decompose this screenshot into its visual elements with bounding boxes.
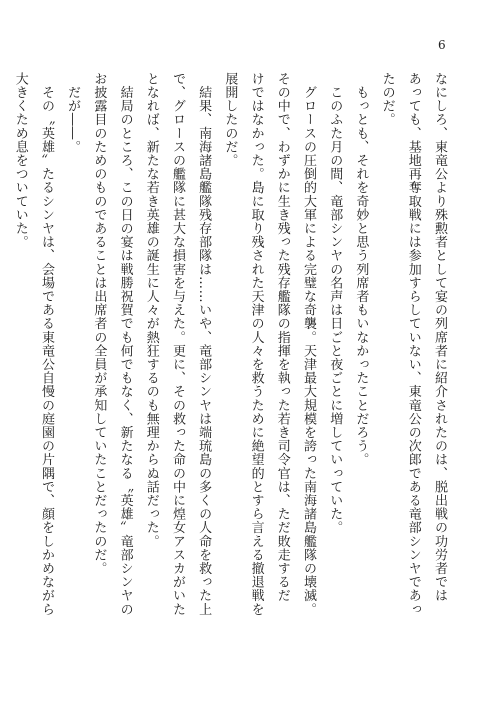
text-column: お披露目のためのものであることは出席者の全員が承知していたことだったのだ。 bbox=[91, 72, 107, 576]
text-column: 展開したのだ。 bbox=[222, 72, 238, 168]
text-column: その〝英雄〟たるシンヤは、会場である東竜公自慢の庭園の片隅で、顔をしかめながら bbox=[38, 72, 54, 616]
text-column: 大きくため息をついていた。 bbox=[12, 72, 28, 249]
text-column: あっても、基地再奪取戦には参加すらしていない、東竜公の次郎である竜部シンヤであっ bbox=[405, 72, 421, 616]
text-column: 結局のところ、この日の宴は戦勝祝賀でも何でもなく、新たなる〝英雄〟竜部シンヤの bbox=[117, 72, 133, 616]
text-column: グロースの圧倒的大軍による完璧な奇襲。天津最大規模を誇った南海諸島艦隊の壊滅。 bbox=[300, 72, 316, 616]
text-column: たのだ。 bbox=[379, 72, 395, 127]
text-column: 結果、南海諸島艦隊残存部隊は……いや、竜部シンヤは端琉島の多くの人命を救った上 bbox=[196, 72, 212, 616]
text-column: もっとも、それを奇妙と思う列席者もいなかったことだろう。 bbox=[353, 72, 369, 467]
text-column: けではなかった。島に取り残された天津の人々を救うために絶望的とすら言える撤退戦を bbox=[248, 72, 264, 616]
text-column: なにしろ、東竜公より殊勲者として宴の列席者に紹介されたのは、脱出戦の功労者では bbox=[432, 72, 447, 603]
text-column: だが――。 bbox=[65, 72, 81, 154]
vertical-text-block bbox=[7, 72, 452, 684]
text-column: その中で、わずかに生き残った残存艦隊の指揮を執った若き司令官は、ただ敗走するだ bbox=[274, 72, 290, 603]
text-column: で、グロースの艦隊に甚大な損害を与えた。更に、その救った命の中に煌女アスカがいた bbox=[169, 72, 185, 616]
page-number: 6 bbox=[438, 38, 446, 52]
text-column: このふた月の間、竜部シンヤの名声は日ごと夜ごとに増していっていた。 bbox=[327, 72, 343, 535]
text-column: となれば、新たな若き英雄の誕生に人々が熱狂するのも無理からぬ話だった。 bbox=[143, 72, 159, 548]
